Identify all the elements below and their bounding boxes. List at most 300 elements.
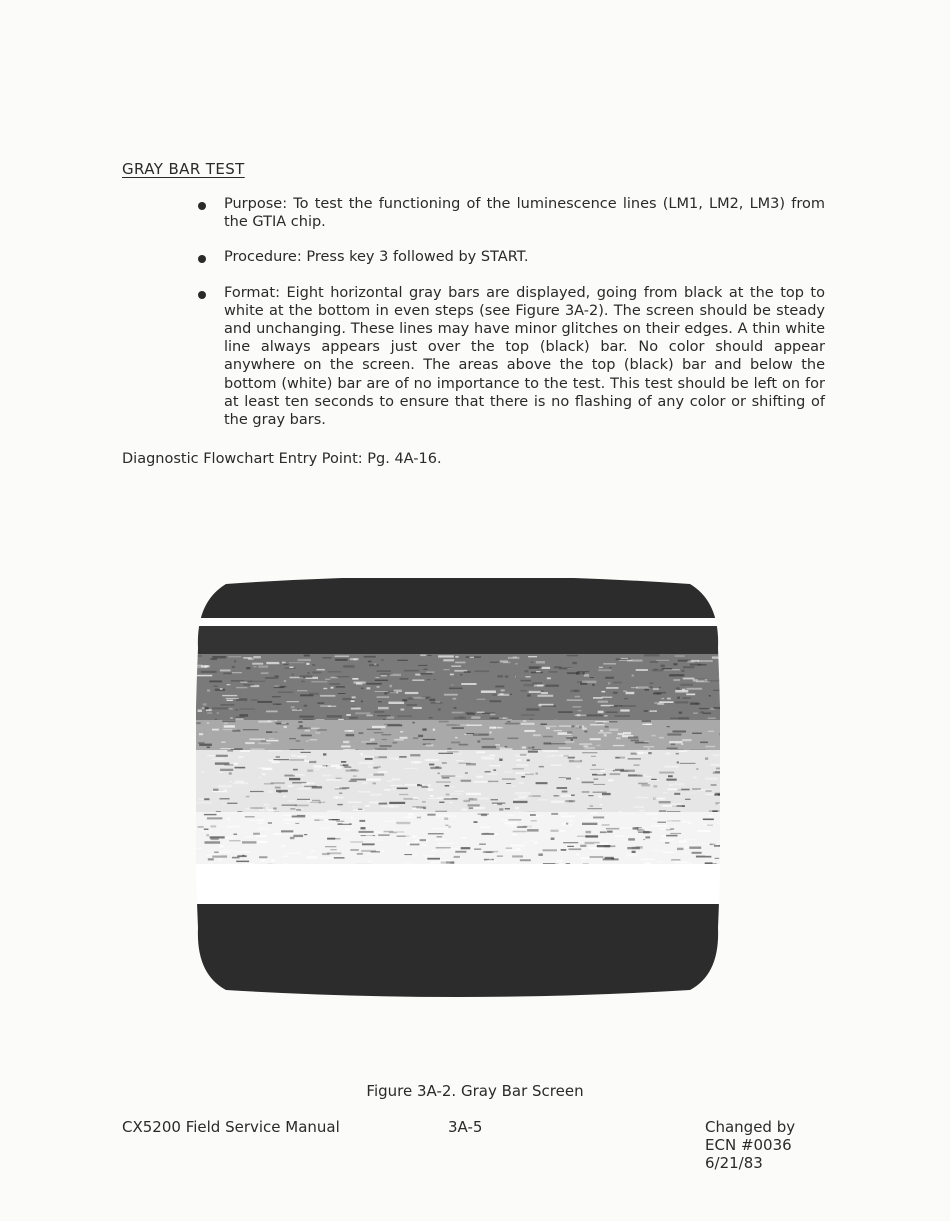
noise-speck: [593, 792, 607, 793]
noise-speck: [718, 804, 720, 806]
noise-speck: [404, 854, 412, 855]
noise-speck: [423, 669, 427, 670]
noise-speck: [301, 783, 310, 784]
noise-speck: [361, 701, 363, 703]
gray-bar-screen-figure: [196, 578, 720, 998]
noise-speck: [673, 731, 687, 733]
noise-speck: [499, 759, 502, 762]
noise-speck: [492, 802, 506, 804]
noise-speck: [717, 823, 720, 824]
noise-speck: [368, 860, 371, 862]
noise-speck: [404, 670, 419, 672]
noise-speck: [513, 801, 528, 803]
noise-speck: [576, 778, 579, 780]
noise-speck: [705, 855, 711, 857]
noise-speck: [223, 849, 234, 851]
noise-speck: [586, 831, 592, 834]
noise-speck: [260, 859, 274, 862]
noise-speck: [427, 784, 430, 786]
noise-speck: [659, 737, 664, 739]
noise-speck: [222, 720, 235, 722]
noise-speck: [426, 744, 434, 746]
noise-speck: [651, 812, 656, 814]
noise-speck: [505, 808, 510, 810]
noise-speck: [367, 729, 381, 730]
noise-speck: [276, 756, 280, 758]
noise-speck: [657, 861, 663, 863]
noise-speck: [437, 836, 443, 837]
noise-speck: [536, 671, 541, 672]
noise-speck: [671, 803, 683, 805]
noise-speck: [307, 672, 309, 674]
noise-speck: [274, 759, 290, 760]
noise-speck: [700, 711, 703, 713]
noise-speck: [686, 694, 695, 696]
noise-speck: [375, 691, 388, 692]
noise-speck: [538, 799, 548, 800]
noise-speck: [576, 672, 585, 675]
noise-speck: [686, 688, 702, 690]
noise-speck: [268, 791, 273, 793]
noise-speck: [489, 858, 492, 859]
noise-speck: [585, 835, 598, 837]
noise-speck: [287, 701, 299, 702]
noise-speck: [350, 849, 359, 850]
noise-speck: [275, 787, 281, 789]
noise-speck: [214, 852, 219, 853]
noise-speck: [382, 734, 392, 735]
noise-speck: [258, 767, 265, 768]
noise-speck: [366, 743, 377, 745]
noise-speck: [683, 666, 695, 668]
noise-speck: [514, 798, 519, 800]
noise-speck: [580, 845, 586, 847]
noise-speck: [490, 755, 495, 757]
noise-speck: [681, 684, 694, 686]
noise-speck: [220, 769, 233, 771]
noise-speck: [375, 680, 388, 681]
noise-speck: [572, 662, 576, 664]
noise-speck: [636, 797, 643, 799]
noise-speck: [684, 847, 689, 848]
noise-speck: [295, 823, 299, 824]
noise-speck: [597, 845, 611, 847]
noise-speck: [304, 786, 317, 787]
noise-speck: [274, 687, 284, 688]
noise-speck: [491, 799, 498, 800]
noise-speck: [604, 715, 607, 717]
noise-speck: [346, 714, 351, 716]
noise-speck: [261, 672, 269, 674]
noise-speck: [428, 789, 434, 791]
noise-speck: [708, 731, 714, 732]
noise-speck: [206, 834, 209, 836]
noise-speck: [627, 660, 642, 662]
noise-speck: [568, 757, 575, 759]
noise-speck: [449, 688, 462, 690]
noise-speck: [653, 785, 657, 787]
noise-speck: [236, 861, 249, 863]
noise-speck: [608, 779, 614, 781]
noise-speck: [420, 654, 426, 656]
noise-speck: [382, 739, 387, 740]
noise-speck: [578, 710, 582, 711]
noise-speck: [524, 684, 537, 686]
noise-speck: [527, 829, 539, 832]
noise-speck: [384, 831, 394, 833]
noise-speck: [566, 823, 568, 825]
noise-speck: [558, 711, 573, 713]
noise-speck: [364, 656, 376, 658]
noise-speck: [560, 755, 571, 757]
noise-speck: [430, 795, 434, 797]
noise-speck: [642, 720, 651, 722]
noise-speck: [494, 833, 498, 835]
noise-speck: [438, 753, 453, 754]
noise-speck: [709, 815, 713, 817]
noise-speck: [644, 654, 660, 656]
noise-speck: [273, 704, 282, 705]
noise-speck: [602, 691, 606, 693]
noise-speck: [637, 774, 647, 775]
noise-speck: [574, 725, 579, 728]
noise-speck: [643, 746, 654, 748]
noise-speck: [436, 702, 441, 703]
noise-speck: [715, 793, 720, 795]
noise-speck: [508, 815, 514, 817]
noise-speck: [399, 794, 408, 795]
noise-speck: [567, 655, 579, 656]
noise-speck: [466, 725, 482, 727]
noise-speck: [649, 686, 653, 687]
noise-speck: [608, 682, 610, 684]
gray-bar-3: [196, 626, 720, 654]
noise-speck: [499, 747, 506, 748]
noise-speck: [391, 785, 403, 786]
noise-speck: [420, 784, 425, 785]
noise-speck: [681, 743, 684, 745]
noise-speck: [290, 837, 295, 839]
noise-speck: [454, 856, 460, 858]
noise-speck: [576, 766, 580, 768]
noise-speck: [643, 839, 645, 840]
noise-speck: [245, 816, 255, 817]
noise-speck: [679, 717, 690, 719]
noise-speck: [222, 695, 237, 696]
noise-speck: [489, 765, 500, 767]
noise-speck: [291, 706, 295, 708]
noise-speck: [551, 813, 558, 815]
noise-speck: [258, 822, 264, 824]
noise-speck: [582, 681, 596, 684]
noise-speck: [385, 789, 391, 791]
noise-speck: [455, 791, 465, 792]
noise-speck: [577, 714, 581, 716]
noise-speck: [569, 848, 582, 850]
noise-speck: [304, 834, 307, 835]
noise-speck: [335, 676, 349, 677]
noise-speck: [674, 783, 685, 785]
noise-speck: [631, 740, 639, 742]
noise-speck: [251, 699, 258, 700]
noise-speck: [582, 782, 594, 784]
noise-speck: [704, 680, 719, 681]
noise-speck: [349, 717, 358, 719]
change-note-line: Changed by: [705, 1118, 796, 1136]
noise-speck: [351, 708, 361, 710]
figure-caption: Figure 3A-2. Gray Bar Screen: [366, 1082, 584, 1100]
noise-speck: [543, 849, 557, 851]
noise-speck: [378, 835, 389, 836]
noise-speck: [615, 836, 625, 837]
noise-speck: [623, 691, 627, 692]
footer-page-number: 3A-5: [448, 1118, 483, 1136]
noise-speck: [673, 679, 680, 681]
noise-speck: [297, 690, 307, 691]
noise-speck: [235, 763, 238, 765]
noise-speck: [699, 708, 710, 709]
noise-speck: [559, 747, 572, 748]
noise-speck: [582, 728, 587, 730]
noise-speck: [339, 793, 342, 795]
noise-speck: [603, 663, 616, 665]
noise-speck: [257, 841, 268, 843]
noise-speck: [235, 709, 238, 710]
noise-speck: [634, 765, 640, 766]
noise-speck: [201, 771, 204, 772]
noise-speck: [500, 748, 513, 750]
noise-speck: [551, 801, 564, 803]
noise-speck: [372, 783, 376, 785]
noise-speck: [378, 707, 389, 709]
noise-speck: [698, 679, 705, 681]
noise-speck: [231, 680, 244, 681]
noise-speck: [693, 712, 698, 714]
noise-speck: [682, 698, 690, 699]
noise-speck: [422, 845, 427, 847]
noise-speck: [659, 772, 674, 774]
noise-speck: [700, 742, 708, 744]
noise-speck: [642, 724, 652, 725]
noise-speck: [660, 828, 666, 830]
noise-speck: [451, 666, 461, 667]
noise-speck: [335, 788, 347, 790]
noise-speck: [451, 786, 455, 787]
noise-speck: [372, 726, 386, 728]
noise-speck: [455, 656, 458, 658]
noise-speck: [687, 793, 697, 794]
noise-speck: [218, 859, 222, 861]
noise-speck: [662, 668, 673, 670]
noise-speck: [319, 801, 322, 803]
noise-speck: [306, 740, 309, 742]
noise-speck: [465, 772, 468, 774]
noise-speck: [288, 800, 296, 802]
noise-speck: [296, 809, 301, 810]
noise-speck: [266, 662, 279, 664]
noise-speck: [620, 709, 629, 711]
noise-speck: [605, 842, 608, 844]
noise-speck: [413, 797, 419, 799]
noise-speck: [230, 717, 233, 719]
noise-speck: [341, 761, 346, 763]
noise-speck: [407, 813, 413, 815]
noise-speck: [451, 742, 460, 744]
noise-speck: [196, 847, 202, 849]
noise-speck: [532, 747, 534, 749]
noise-speck: [204, 814, 217, 815]
noise-speck: [506, 847, 512, 849]
noise-speck: [397, 660, 408, 661]
noise-speck: [259, 856, 267, 858]
noise-speck: [322, 774, 332, 776]
noise-speck: [197, 665, 203, 666]
noise-speck: [521, 723, 535, 725]
noise-speck: [335, 659, 347, 661]
noise-speck: [689, 847, 701, 849]
noise-speck: [698, 660, 713, 662]
bullet-procedure: [195, 248, 825, 266]
noise-speck: [528, 656, 537, 657]
noise-speck: [245, 742, 254, 744]
noise-speck: [265, 677, 278, 679]
noise-speck: [439, 860, 451, 861]
noise-speck: [293, 835, 303, 837]
noise-speck: [712, 656, 720, 658]
noise-speck: [323, 688, 327, 689]
noise-speck: [443, 659, 454, 661]
noise-speck: [412, 680, 424, 681]
noise-speck: [220, 798, 230, 799]
noise-speck: [481, 758, 489, 760]
noise-speck: [598, 711, 604, 714]
noise-speck: [526, 842, 528, 843]
noise-speck: [427, 814, 435, 816]
noise-speck: [450, 802, 453, 803]
noise-speck: [604, 734, 607, 737]
noise-speck: [674, 861, 687, 863]
noise-speck: [511, 834, 517, 836]
noise-speck: [381, 805, 393, 807]
noise-speck: [375, 677, 379, 678]
noise-speck: [695, 703, 701, 704]
noise-speck: [681, 670, 684, 672]
noise-speck: [236, 687, 247, 688]
noise-speck: [343, 665, 354, 668]
noise-speck: [341, 746, 351, 748]
noise-speck: [208, 858, 214, 860]
noise-speck: [355, 712, 370, 714]
noise-speck: [635, 827, 641, 828]
noise-speck: [487, 860, 496, 862]
noise-speck: [641, 784, 650, 786]
noise-speck: [438, 797, 452, 799]
noise-speck: [571, 795, 575, 797]
noise-speck: [201, 671, 217, 673]
noise-speck: [636, 669, 648, 671]
noise-speck: [521, 680, 532, 682]
noise-speck: [240, 709, 256, 710]
noise-speck: [301, 681, 305, 683]
noise-speck: [336, 821, 344, 822]
noise-speck: [447, 751, 458, 752]
noise-speck: [674, 793, 680, 795]
noise-speck: [236, 718, 244, 720]
bullet-dot-icon: [198, 291, 206, 299]
noise-speck: [359, 762, 374, 764]
noise-speck: [679, 750, 687, 752]
noise-speck: [600, 831, 607, 833]
noise-speck: [530, 814, 536, 815]
noise-speck: [528, 747, 532, 749]
noise-speck: [551, 830, 559, 832]
bullet-text: Procedure: Press key 3 followed by START.: [224, 249, 529, 266]
noise-speck: [703, 713, 711, 715]
noise-speck: [198, 826, 204, 827]
noise-speck: [198, 710, 202, 713]
noise-speck: [708, 718, 716, 719]
noise-speck: [351, 779, 366, 781]
noise-speck: [583, 745, 588, 747]
noise-speck: [381, 659, 384, 660]
noise-speck: [351, 769, 357, 771]
noise-speck: [676, 753, 679, 755]
noise-speck: [232, 730, 240, 732]
noise-speck: [288, 785, 293, 786]
noise-speck: [577, 671, 589, 672]
noise-speck: [547, 677, 551, 679]
noise-speck: [299, 716, 314, 718]
noise-speck: [362, 741, 372, 742]
noise-speck: [685, 799, 691, 800]
noise-speck: [515, 792, 531, 794]
noise-speck: [639, 810, 644, 811]
noise-speck: [431, 850, 437, 851]
noise-speck: [579, 743, 592, 745]
noise-speck: [227, 826, 240, 828]
noise-speck: [370, 739, 375, 741]
noise-speck: [433, 729, 435, 731]
noise-speck: [527, 759, 530, 761]
noise-speck: [543, 736, 553, 738]
noise-speck: [273, 808, 277, 810]
noise-speck: [659, 839, 674, 841]
noise-speck: [513, 831, 527, 833]
noise-speck: [319, 858, 333, 860]
noise-speck: [251, 681, 266, 682]
bullet-dot-icon: [198, 202, 206, 210]
noise-speck: [541, 692, 548, 694]
noise-speck: [293, 774, 305, 775]
noise-speck: [495, 686, 504, 688]
noise-speck: [377, 715, 390, 716]
noise-speck: [653, 818, 656, 820]
noise-speck: [571, 739, 573, 741]
noise-speck: [401, 709, 405, 711]
noise-speck: [289, 738, 296, 739]
noise-speck: [285, 827, 298, 828]
noise-speck: [397, 716, 412, 717]
noise-speck: [616, 737, 621, 739]
noise-speck: [505, 849, 521, 851]
noise-speck: [304, 655, 310, 657]
noise-speck: [378, 771, 388, 773]
noise-speck: [389, 802, 405, 804]
noise-speck: [495, 744, 500, 746]
noise-speck: [481, 691, 496, 693]
noise-speck: [333, 797, 344, 799]
noise-speck: [305, 730, 311, 732]
